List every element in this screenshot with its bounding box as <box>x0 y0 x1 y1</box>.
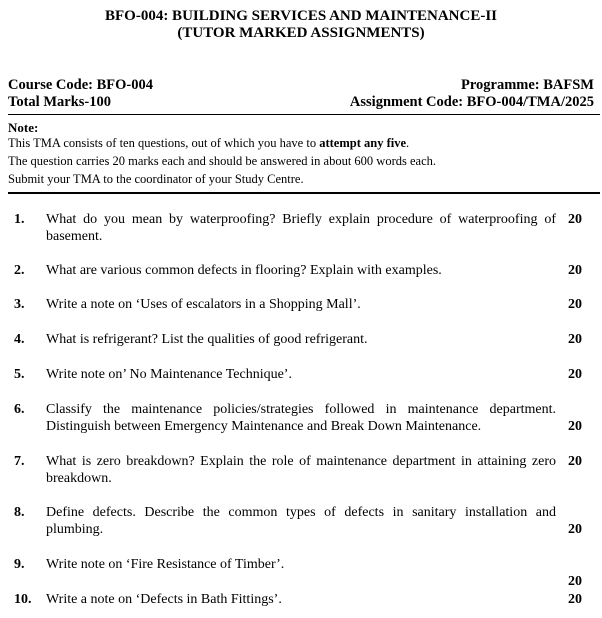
question-text: What is refrigerant? List the qualities of good refrigerant. <box>46 332 368 347</box>
assignment-code: Assignment Code: BFO-004/TMA/2025 <box>349 94 594 110</box>
question-text: Write a note on ‘Defects in Bath Fittings’. <box>46 592 282 607</box>
question-text: What is zero breakdown? Explain the role of maintenance department in attaining zero breakdown. <box>46 454 556 486</box>
question-number: 2. <box>14 263 25 278</box>
question-number: 1. <box>14 212 25 227</box>
question-text: What are various common defects in flooring? Explain with examples. <box>46 263 442 278</box>
document-title: BFO-004: BUILDING SERVICES AND MAINTENANCE-II <box>104 8 498 24</box>
question-marks: 20 <box>568 367 582 382</box>
programme: Programme: BAFSM <box>460 77 594 93</box>
question-marks: 20 <box>568 419 582 434</box>
question-marks: 20 <box>568 332 582 347</box>
question-number: 7. <box>14 454 25 469</box>
question-text: Write a note on ‘Uses of escalators in a Shopping Mall’. <box>46 297 361 312</box>
question-number: 4. <box>14 332 25 347</box>
question-number: 10. <box>14 592 32 607</box>
question-number: 5. <box>14 367 25 382</box>
question-text: Write note on’ No Maintenance Technique’. <box>46 367 292 382</box>
question-marks: 20 <box>568 263 582 278</box>
question-text: Write note on ‘Fire Resistance of Timber’. <box>46 557 285 572</box>
note-line-1: This TMA consists of ten questions, out of which you have to attempt any five. <box>8 136 410 150</box>
question-text: What do you mean by waterproofing? Briefly explain procedure of waterproofing of basement. <box>46 212 556 244</box>
question-marks: 20 <box>568 454 582 469</box>
question-number: 6. <box>14 402 25 417</box>
question-text: Classify the maintenance policies/strategies followed in maintenance department. Distinguish between Emergency Maintenance and Break Down Maintenance. <box>46 402 556 434</box>
course-code: Course Code: BFO-004 <box>8 77 153 93</box>
question-marks: 20 <box>568 592 582 607</box>
question-number: 3. <box>14 297 25 312</box>
bottom-divider <box>8 192 600 194</box>
question-marks: 20 <box>568 212 582 227</box>
note-line-2: The question carries 20 marks each and should be answered in about 600 words each. <box>8 154 436 168</box>
total-marks: Total Marks-100 <box>8 94 111 110</box>
question-text: Define defects. Describe the common types of defects in sanitary installation and plumbing. <box>46 505 556 537</box>
top-divider <box>8 114 600 115</box>
document-subtitle: (TUTOR MARKED ASSIGNMENTS) <box>177 25 425 41</box>
question-number: 9. <box>14 557 25 572</box>
question-marks: 20 <box>568 574 582 589</box>
note-emphasis: attempt any five <box>319 136 407 150</box>
question-marks: 20 <box>568 297 582 312</box>
note-label: Note: <box>8 120 39 135</box>
question-number: 8. <box>14 505 25 520</box>
question-marks: 20 <box>568 522 582 537</box>
note-line-3: Submit your TMA to the coordinator of your Study Centre. <box>8 172 304 186</box>
